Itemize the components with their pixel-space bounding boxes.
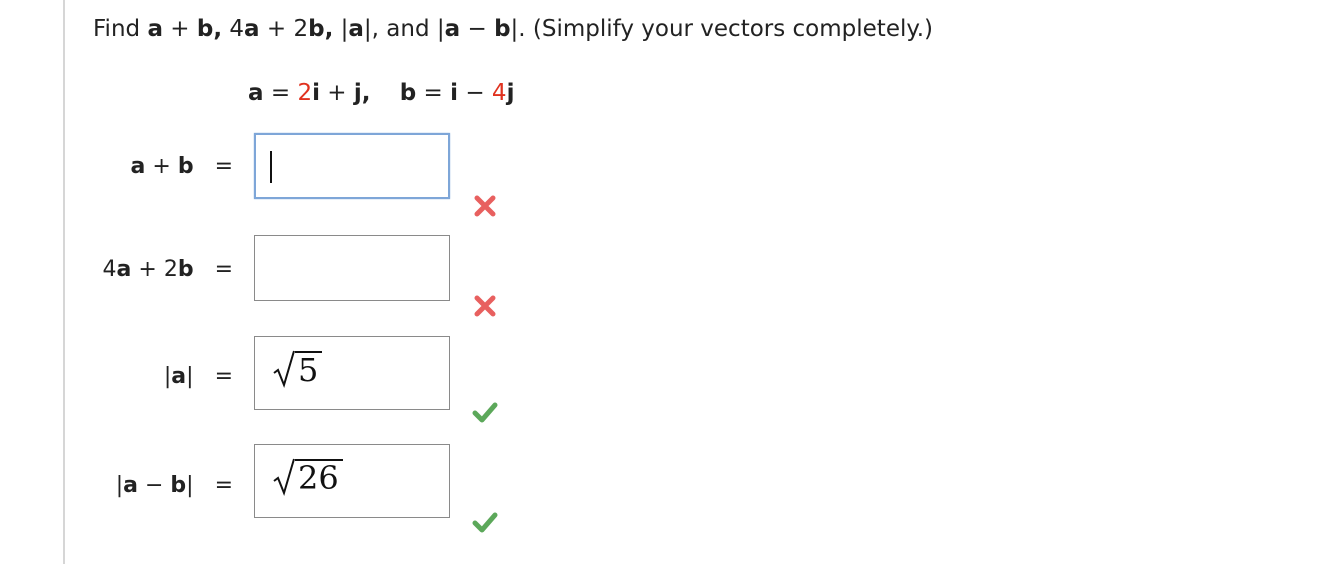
answer-input-magnitude-a[interactable] [254, 336, 450, 410]
answer-input-4a-plus-2b[interactable] [254, 235, 450, 301]
sqrt-icon [273, 459, 343, 497]
sqrt-icon [273, 351, 322, 389]
cross-icon [472, 193, 498, 219]
checkmark-icon [472, 399, 498, 425]
question-text: Find a + b, 4a + 2b, |a|, and |a − b|. (Simplify your vectors completely.) [93, 16, 933, 42]
answer-input-a-plus-b[interactable] [254, 133, 450, 199]
cross-icon [472, 293, 498, 319]
label-magnitude-a-minus-b: |a − b| = [115, 473, 233, 498]
label-4a-plus-2b: 4a + 2b = [102, 257, 233, 282]
label-a-plus-b: a + b = [130, 154, 233, 179]
answer-input-magnitude-a-minus-b[interactable] [254, 444, 450, 518]
checkmark-icon [472, 509, 498, 535]
text-caret [270, 151, 272, 183]
answer-value: 26 [295, 459, 343, 495]
label-magnitude-a: |a| = [163, 364, 233, 389]
answer-value: 5 [295, 351, 322, 387]
given-vectors: a = 2i + j, b = i − 4j [248, 80, 515, 106]
left-divider [63, 0, 65, 564]
